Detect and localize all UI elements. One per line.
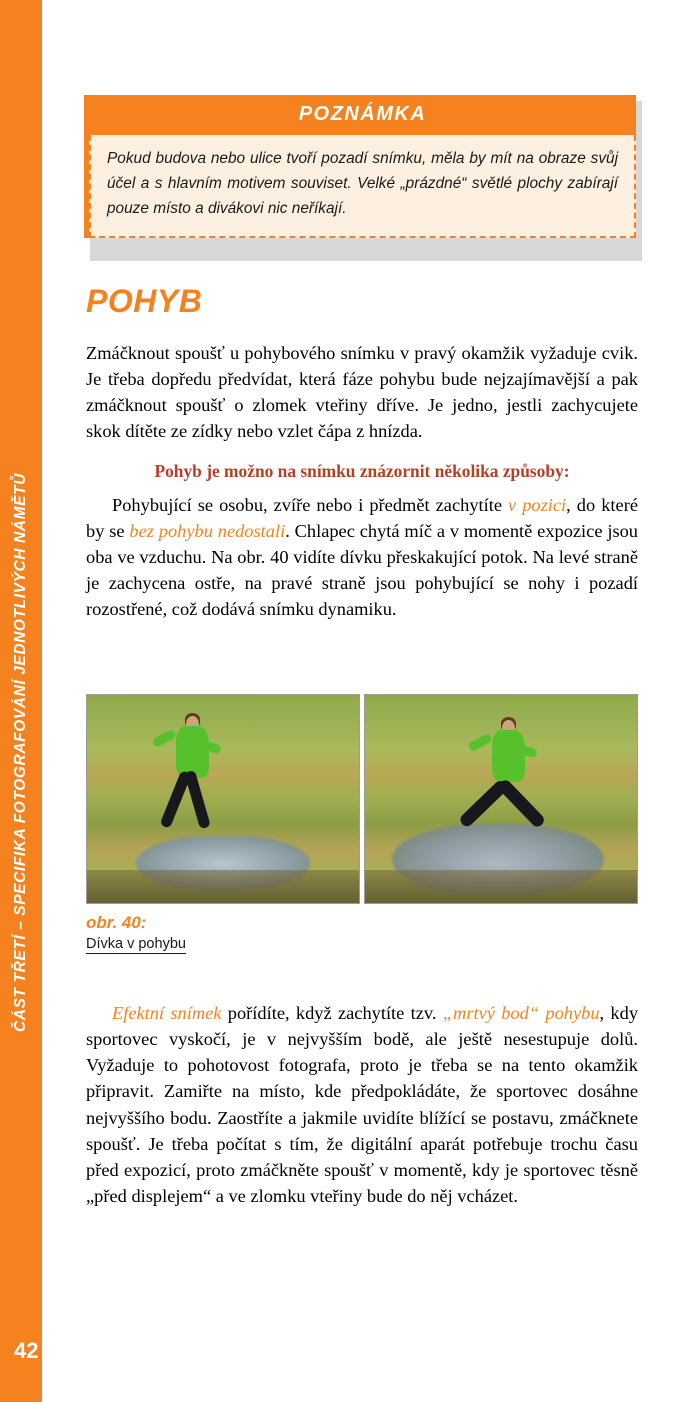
body-block-top — [86, 340, 638, 622]
paragraph-mrtvy-bod — [86, 1000, 638, 1209]
emphasis-efektni-snimek: Efektní snímek — [112, 1003, 222, 1023]
figure-caption-title: obr. 40: — [86, 913, 147, 932]
figure-caption-text: Dívka v pohybu — [86, 936, 186, 952]
figure-40 — [86, 694, 638, 954]
section-heading: POHYB — [86, 283, 203, 319]
page-number: 42 — [14, 1338, 39, 1363]
figure-leg-right — [496, 778, 546, 830]
photo-mud — [87, 870, 359, 903]
paragraph-position-part3: . Chlapec chytá míč a v momentě expozice jsou oba ve vzduchu. Na obr. 40 vidíte dívku přeskakující potok. Na levé straně je zachycena ostře, na pravé straně jsou pohybující se nohy i pozadí rozostřené, což dodává snímku dynamiku. — [86, 520, 638, 619]
note-callout — [84, 95, 636, 238]
emphasis-bez-pohybu: bez pohybu nedostali — [129, 520, 286, 541]
photo-figure-person — [474, 720, 545, 849]
figure-leg-right — [184, 770, 211, 830]
figure-images — [86, 694, 638, 904]
page-content — [84, 0, 644, 1402]
paragraph-intro: Zmáčknout spoušť u pohybového snímku v pravý okamžik vyžaduje cvik. Je třeba dopředu předvídat, která fáze pohybu bude nejzajímavější a pak zmáčknout spoušť o zlomek vteřiny dříve. Je jedno, jestli zachycujete skok dítěte ze zídky nebo vzlet čápa z hnízda. — [86, 343, 638, 442]
paragraph-mrtvy-bod-part2: , kdy sportovec vyskočí, je v nejvyšším bodě, ale ještě nesestupuje dolů. Vyžaduje to pohotovost fotografa, proto je třeba se na tento okamžik připravit. Zamiřte na místo, kde předpokládáte, že sportovec dosáhne nejvyššího bodu. Zaostříte a jakmile uvidíte blížící se postavu, zmáčknete spoušť. Je třeba počítat s tím, že digitální aparát potřebuje trochu času před expozicí, proto zmáčkněte spoušť v momentě, kdy je sportovec těsně „před displejem“ a ve zlomku vteřiny bude do něj vcházet. — [86, 1003, 639, 1206]
paragraph-mrtvy-bod-part1: pořídíte, když zachytíte tzv. — [221, 1003, 443, 1023]
note-header: POZNÁMKA — [89, 95, 636, 135]
note-body: Pokud budova nebo ulice tvoří pozadí snímku, měla by mít na obraze svůj účel a s hlavním motivem souviset. Velké „prázdné“ světlé plochy zabírají pouze místo a divákovi nic neříkají. — [89, 135, 636, 238]
photo-sharp — [86, 694, 360, 904]
running-head-text: ČÁST TŘETÍ – SPECIFIKA FOTOGRAFOVÁNÍ JEDNOTLIVÝCH NÁMĚTŮ — [12, 473, 29, 1032]
body-block-bottom — [86, 1000, 638, 1209]
photo-mud — [365, 870, 637, 903]
photo-figure-person — [158, 716, 229, 845]
paragraph-subheading: Pohyb je možno na snímku znázornit několika způsoby: — [154, 460, 570, 481]
emphasis-mrtvy-bod: „mrtvý bod“ pohybu — [442, 1003, 600, 1023]
paragraph-position-part2: , do které by se — [86, 494, 638, 541]
paragraph-position-part1: Pohybující se osobu, zvíře nebo i předmět zachytíte — [112, 494, 509, 515]
figure-jacket — [492, 730, 525, 782]
photo-motion-blur — [364, 694, 638, 904]
emphasis-v-pozici: v pozici — [508, 494, 567, 515]
paragraph-position — [86, 492, 638, 623]
note-box — [84, 95, 636, 238]
sidebar-rail — [0, 0, 42, 1402]
